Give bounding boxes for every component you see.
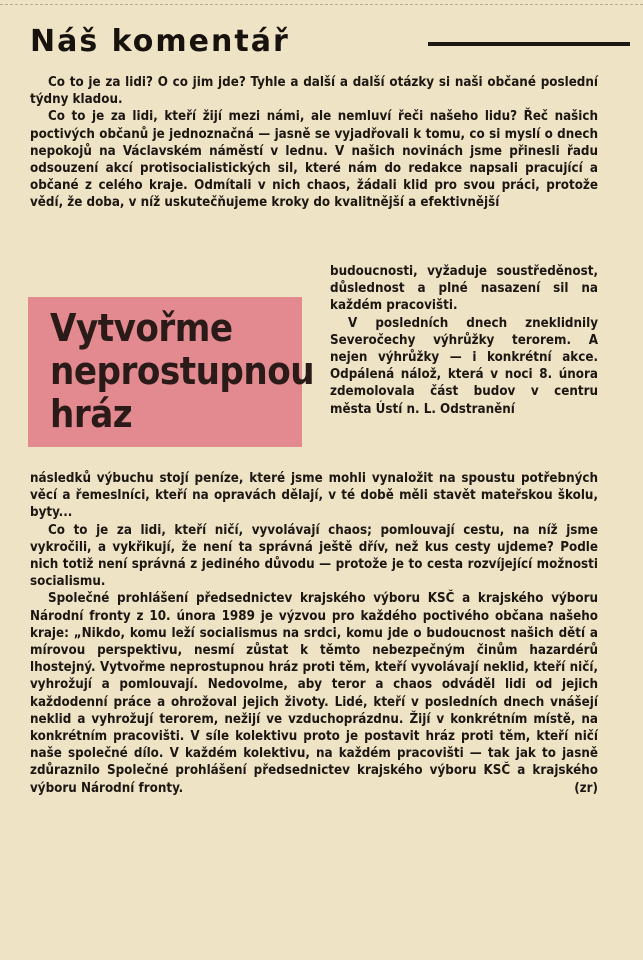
article-right-column [330, 263, 598, 418]
top-divider [0, 0, 643, 5]
paragraph-2: Co to je za lidi, kteří žijí mezi námi, ale nemluví řeči našeho lidu? Řeč našich poctivých občanů je jednoznačná — jasně se vyjadřovali k tomu, co si myslí o dnech nepokojů na Václavském náměstí v lednu. V našich novinách jsme přinesli řadu odsouzení akcí protisocialistických sil, které nám do redakce napsali pracující a občané z celého kraje. Odmítali v nich chaos, žádali klid pro svou práci, protože vědí, že doba, v níž uskutečňujeme kroky do kvalitnější a efektivnější [30, 109, 598, 211]
pull-quote-line-2: neprostupnou [50, 349, 315, 393]
paragraph-2-continued: budoucnosti, vyžaduje soustředěnost, důslednost a plné nasazení sil na každém pracovišti. [330, 264, 598, 314]
paragraph-4: Co to je za lidi, kteří ničí, vyvolávají chaos; pomlouvají cestu, na níž jsme vykročili, a vykřikují, že není ta správná ještě dřív, než kus cesty ujdeme? Podle nich totiž není správná z jediného důvodu — protože je to cesta rozvíjející možnosti socialismu. [30, 522, 598, 590]
paragraph-5 [30, 590, 598, 796]
paragraph-3: V posledních dnech zneklidnily Severočechy výhrůžky terorem. A nejen výhrůžky — i konkrétní akce. Odpálená nálož, která v noci 8. února zdemolovala část budov v centru města Ústí n. L. Odstranění [330, 315, 598, 417]
pull-quote-text [50, 307, 314, 436]
author-signature: (zr) [574, 780, 598, 796]
pull-quote-box [28, 297, 315, 447]
paragraph-5-text: Společné prohlášení předsednictev krajského výboru KSČ a krajského výboru Národní fronty z 10. února 1989 je výzvou pro každého poctivého občana našeho kraje: „Nikdo, komu leží socialismus na srdci, komu jde o budoucnost našich dětí a mírovou perspektivu, nesmí zůstat k těmto nebezpečným činům hazardérů lhostejný. Vytvořme neprostupnou hráz proti těm, kteří vyvolávají neklid, kteří ničí, vyhrožují a pomlouvají. Nedovolme, aby teror a chaos odváděl lidi od jejich každodenní práce a ohrožoval jejich životy. Lidé, kteří v posledních dnech vnášejí neklid a vyhrožují terorem, nežijí ve vzduchoprázdnu. Žijí v konkrétním místě, na konkrétním pracovišti. V síle kolektivu proto je postavit hráz proti těm, kteří ničí naše společné dílo. V každém kolektivu, na každém pracovišti — tak jak to jasně zdůraznilo Společné prohlášení předsednictev krajského výboru KSČ a krajského výboru Národní fronty. [30, 591, 598, 796]
pull-quote-line-1: Vytvořme [50, 306, 233, 350]
column-header [30, 22, 603, 62]
paragraph-1: Co to je za lidi? O co jim jde? Tyhle a další a další otázky si naši občané poslední týdny kladou. [30, 75, 598, 108]
article-bottom-block [30, 470, 598, 797]
paragraph-3-continued: následků výbuchu stojí peníze, které jsme mohli vynaložit na spoustu potřebných věcí a řemeslníci, kteří na opravách dělají, v té době měli stavět mateřskou školu, byty... [30, 471, 598, 521]
header-rule [428, 42, 630, 46]
column-title: Náš komentář [30, 24, 290, 59]
pull-quote-line-3: hráz [50, 392, 133, 436]
article-top-block [30, 74, 598, 212]
